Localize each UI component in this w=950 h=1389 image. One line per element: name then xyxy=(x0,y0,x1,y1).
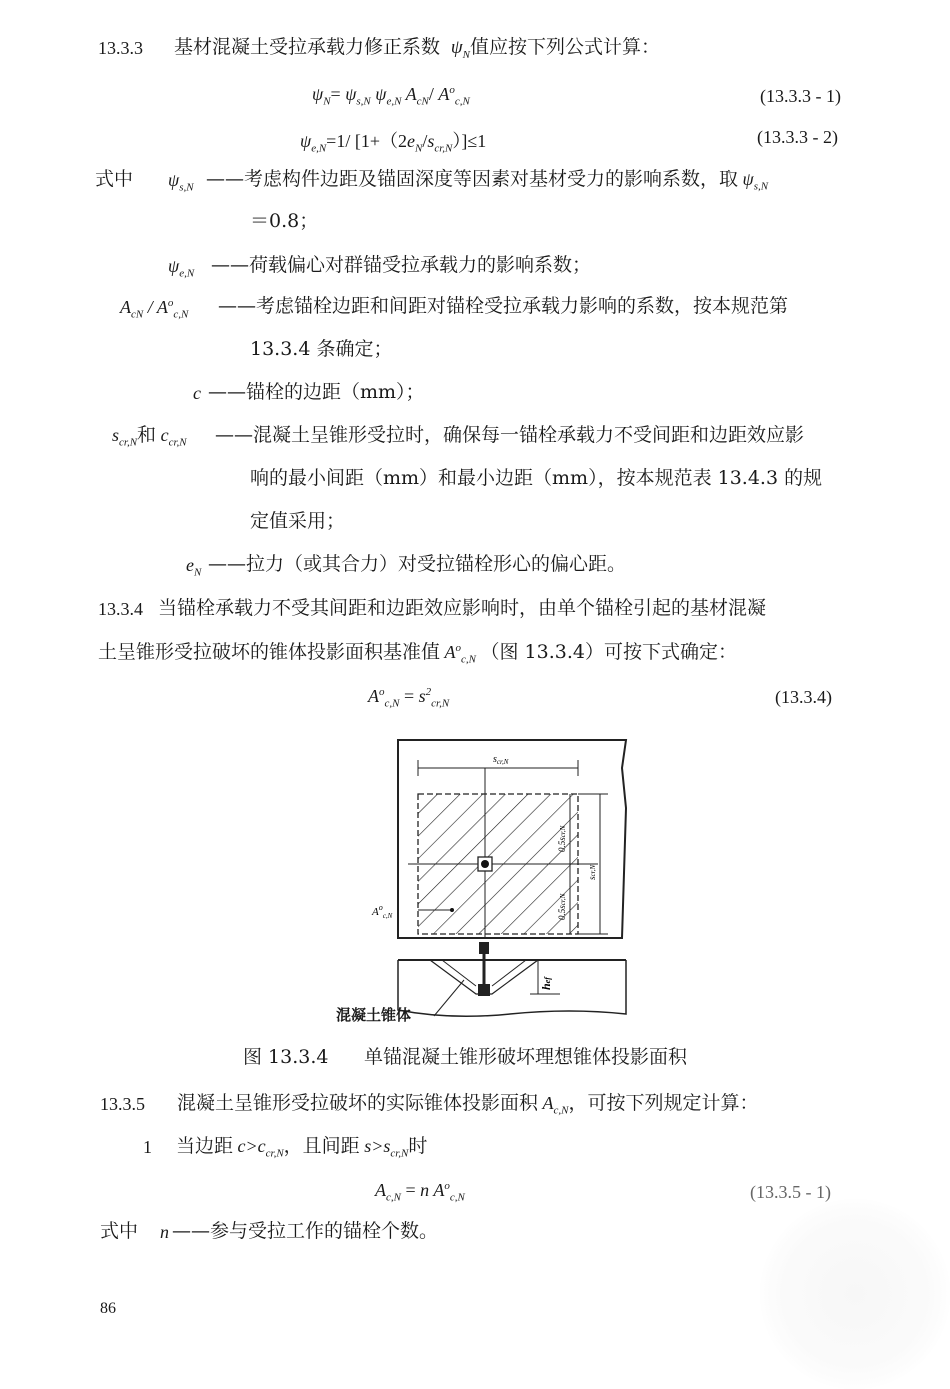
c-desc: ——锚栓的边距（mm）； xyxy=(208,381,425,403)
section-13-3-3-text xyxy=(174,38,660,61)
section-13-3-5-tail: ，可按下列规定计算： xyxy=(568,1092,759,1114)
section-number-13-3-5: 13.3.5 xyxy=(100,1094,145,1114)
equation-13-3-5-1: $A_{c,N} = n$ $A^o_{c,N}$ xyxy=(375,1180,465,1204)
where-label-2: 式中 xyxy=(100,1220,139,1242)
equation-13-3-4: $A^o_{c,N} = s^2_{cr,N}$ xyxy=(368,686,450,710)
section-number-13-3-4: 13.3.4 xyxy=(98,599,143,619)
scr-ccr-desc-line2: 响的最小间距（mm）和最小边距（mm），按本规范表 13.4.3 的规 xyxy=(250,467,823,489)
and-word: 和 xyxy=(137,424,157,446)
ratio-desc-line1: ——考虑锚栓边距和间距对锚栓受拉承载力影响的系数，按本规范第 xyxy=(218,295,789,317)
figure-13-3-4 xyxy=(336,728,640,1028)
c-symbol: c xyxy=(193,383,201,403)
equation-13-3-3-2-tag: (13.3.3 - 2) xyxy=(757,127,838,147)
figure-caption: 单锚混凝土锥形破坏理想锥体投影面积 xyxy=(364,1046,688,1068)
psi-n-symbol: $\psi_N$ xyxy=(446,37,470,61)
scr-right-label: scr,N xyxy=(587,865,597,880)
section-13-3-4-line2 xyxy=(98,643,737,666)
n-desc: ——参与受拉工作的锚栓个数。 xyxy=(172,1220,439,1242)
psi-e-desc: ——荷载偏心对群锚受拉承载力的影响系数； xyxy=(211,254,592,276)
equation-13-3-3-1-tag: (13.3.3 - 1) xyxy=(760,86,841,106)
psi-s-symbol: $\psi_{s,N}$ xyxy=(168,170,194,194)
section-13-3-3-lead: 基材混凝土受拉承载力修正系数 xyxy=(174,36,441,58)
a0-figure-label: $A^o_{c,N}$ xyxy=(372,903,393,920)
scr-ccr-desc-line1: ——混凝土呈锥形受拉时，确保每一锚栓承载力不受间距和边距效应影 xyxy=(215,424,805,446)
section-13-3-5-lead: 混凝土呈锥形受拉破坏的实际锥体投影面积 xyxy=(177,1092,539,1114)
figure-caption-number: 图 13.3.4 xyxy=(243,1046,329,1068)
psi-s-desc xyxy=(206,170,768,193)
psi-e-symbol: $\psi_{e,N}$ xyxy=(168,256,195,280)
page-number: 86 xyxy=(100,1300,116,1317)
half-scr-label-bottom: 0.5scr,N xyxy=(557,893,567,920)
section-13-3-4-line2-a: 土呈锥形受拉破坏的锥体投影面积基准值 xyxy=(98,641,441,663)
scr-ccr-symbols: $s_{cr,N}$和 $c_{cr,N}$ xyxy=(112,424,187,449)
psi-s-value: ＝0.8； xyxy=(250,210,319,232)
concrete-cone-label: 混凝土锥体 xyxy=(336,1006,412,1024)
watermark-seal xyxy=(760,1199,950,1389)
hef-label: hef xyxy=(539,977,553,990)
item-1-text: 当边距 $c>c_{cr,N}$，且间距 $s>s_{cr,N}$时 xyxy=(176,1135,428,1160)
psi-s-desc-text: ——考虑构件边距及锚固深度等因素对基材受力的影响系数，取 xyxy=(206,168,739,190)
equation-13-3-5-1-tag: (13.3.5 - 1) xyxy=(750,1182,831,1202)
equation-13-3-4-tag: (13.3.4) xyxy=(775,687,832,707)
item-1-number: 1 xyxy=(143,1137,152,1157)
a0-symbol-inline: $A^o_{c,N}$ xyxy=(440,642,476,666)
equation-13-3-3-1: $\psi_N= \psi_{s,N}$ $\psi_{e,N}$ $A_{cN}/$ $A^o_{c,N}$ xyxy=(312,84,470,108)
ratio-symbol: $A_{cN} / A^o_{c,N}$ xyxy=(120,297,189,321)
item-1-part-b: ，且间距 xyxy=(283,1135,360,1157)
e-n-symbol: $e_N$ xyxy=(186,555,202,579)
equation-13-3-3-2: $\psi_{e,N}=1/$ $[1+(2e_N/s_{cr,N})]\le 1$ xyxy=(300,131,487,155)
n-symbol: n xyxy=(160,1222,169,1242)
psi-s-symbol-inline: $\psi_{s,N}$ xyxy=(738,169,769,193)
half-scr-label-top: 0.5scr,N xyxy=(557,825,567,852)
section-13-3-5-text xyxy=(177,1094,759,1117)
acn-symbol-inline: $A_{c,N}$ xyxy=(538,1093,569,1117)
section-13-3-3-tail: 值应按下列公式计算： xyxy=(469,36,660,58)
where-label: 式中 xyxy=(95,168,134,190)
scr-dimension-label: $s_{cr,N}$ xyxy=(493,754,509,766)
item-1-part-a: 当边距 xyxy=(176,1135,234,1157)
e-n-desc: ——拉力（或其合力）对受拉锚栓形心的偏心距。 xyxy=(208,553,627,575)
section-13-3-4-line2-b: （图 13.3.4）可按下式确定： xyxy=(480,641,737,663)
section-number-13-3-3: 13.3.3 xyxy=(98,38,143,58)
item-1-part-c: 时 xyxy=(408,1135,428,1157)
section-13-3-4-line1: 当锚栓承载力不受其间距和边距效应影响时，由单个锚栓引起的基材混凝 xyxy=(158,597,767,619)
ratio-desc-line2: 13.3.4 条确定； xyxy=(250,338,393,360)
scr-ccr-desc-line3: 定值采用； xyxy=(250,510,346,532)
